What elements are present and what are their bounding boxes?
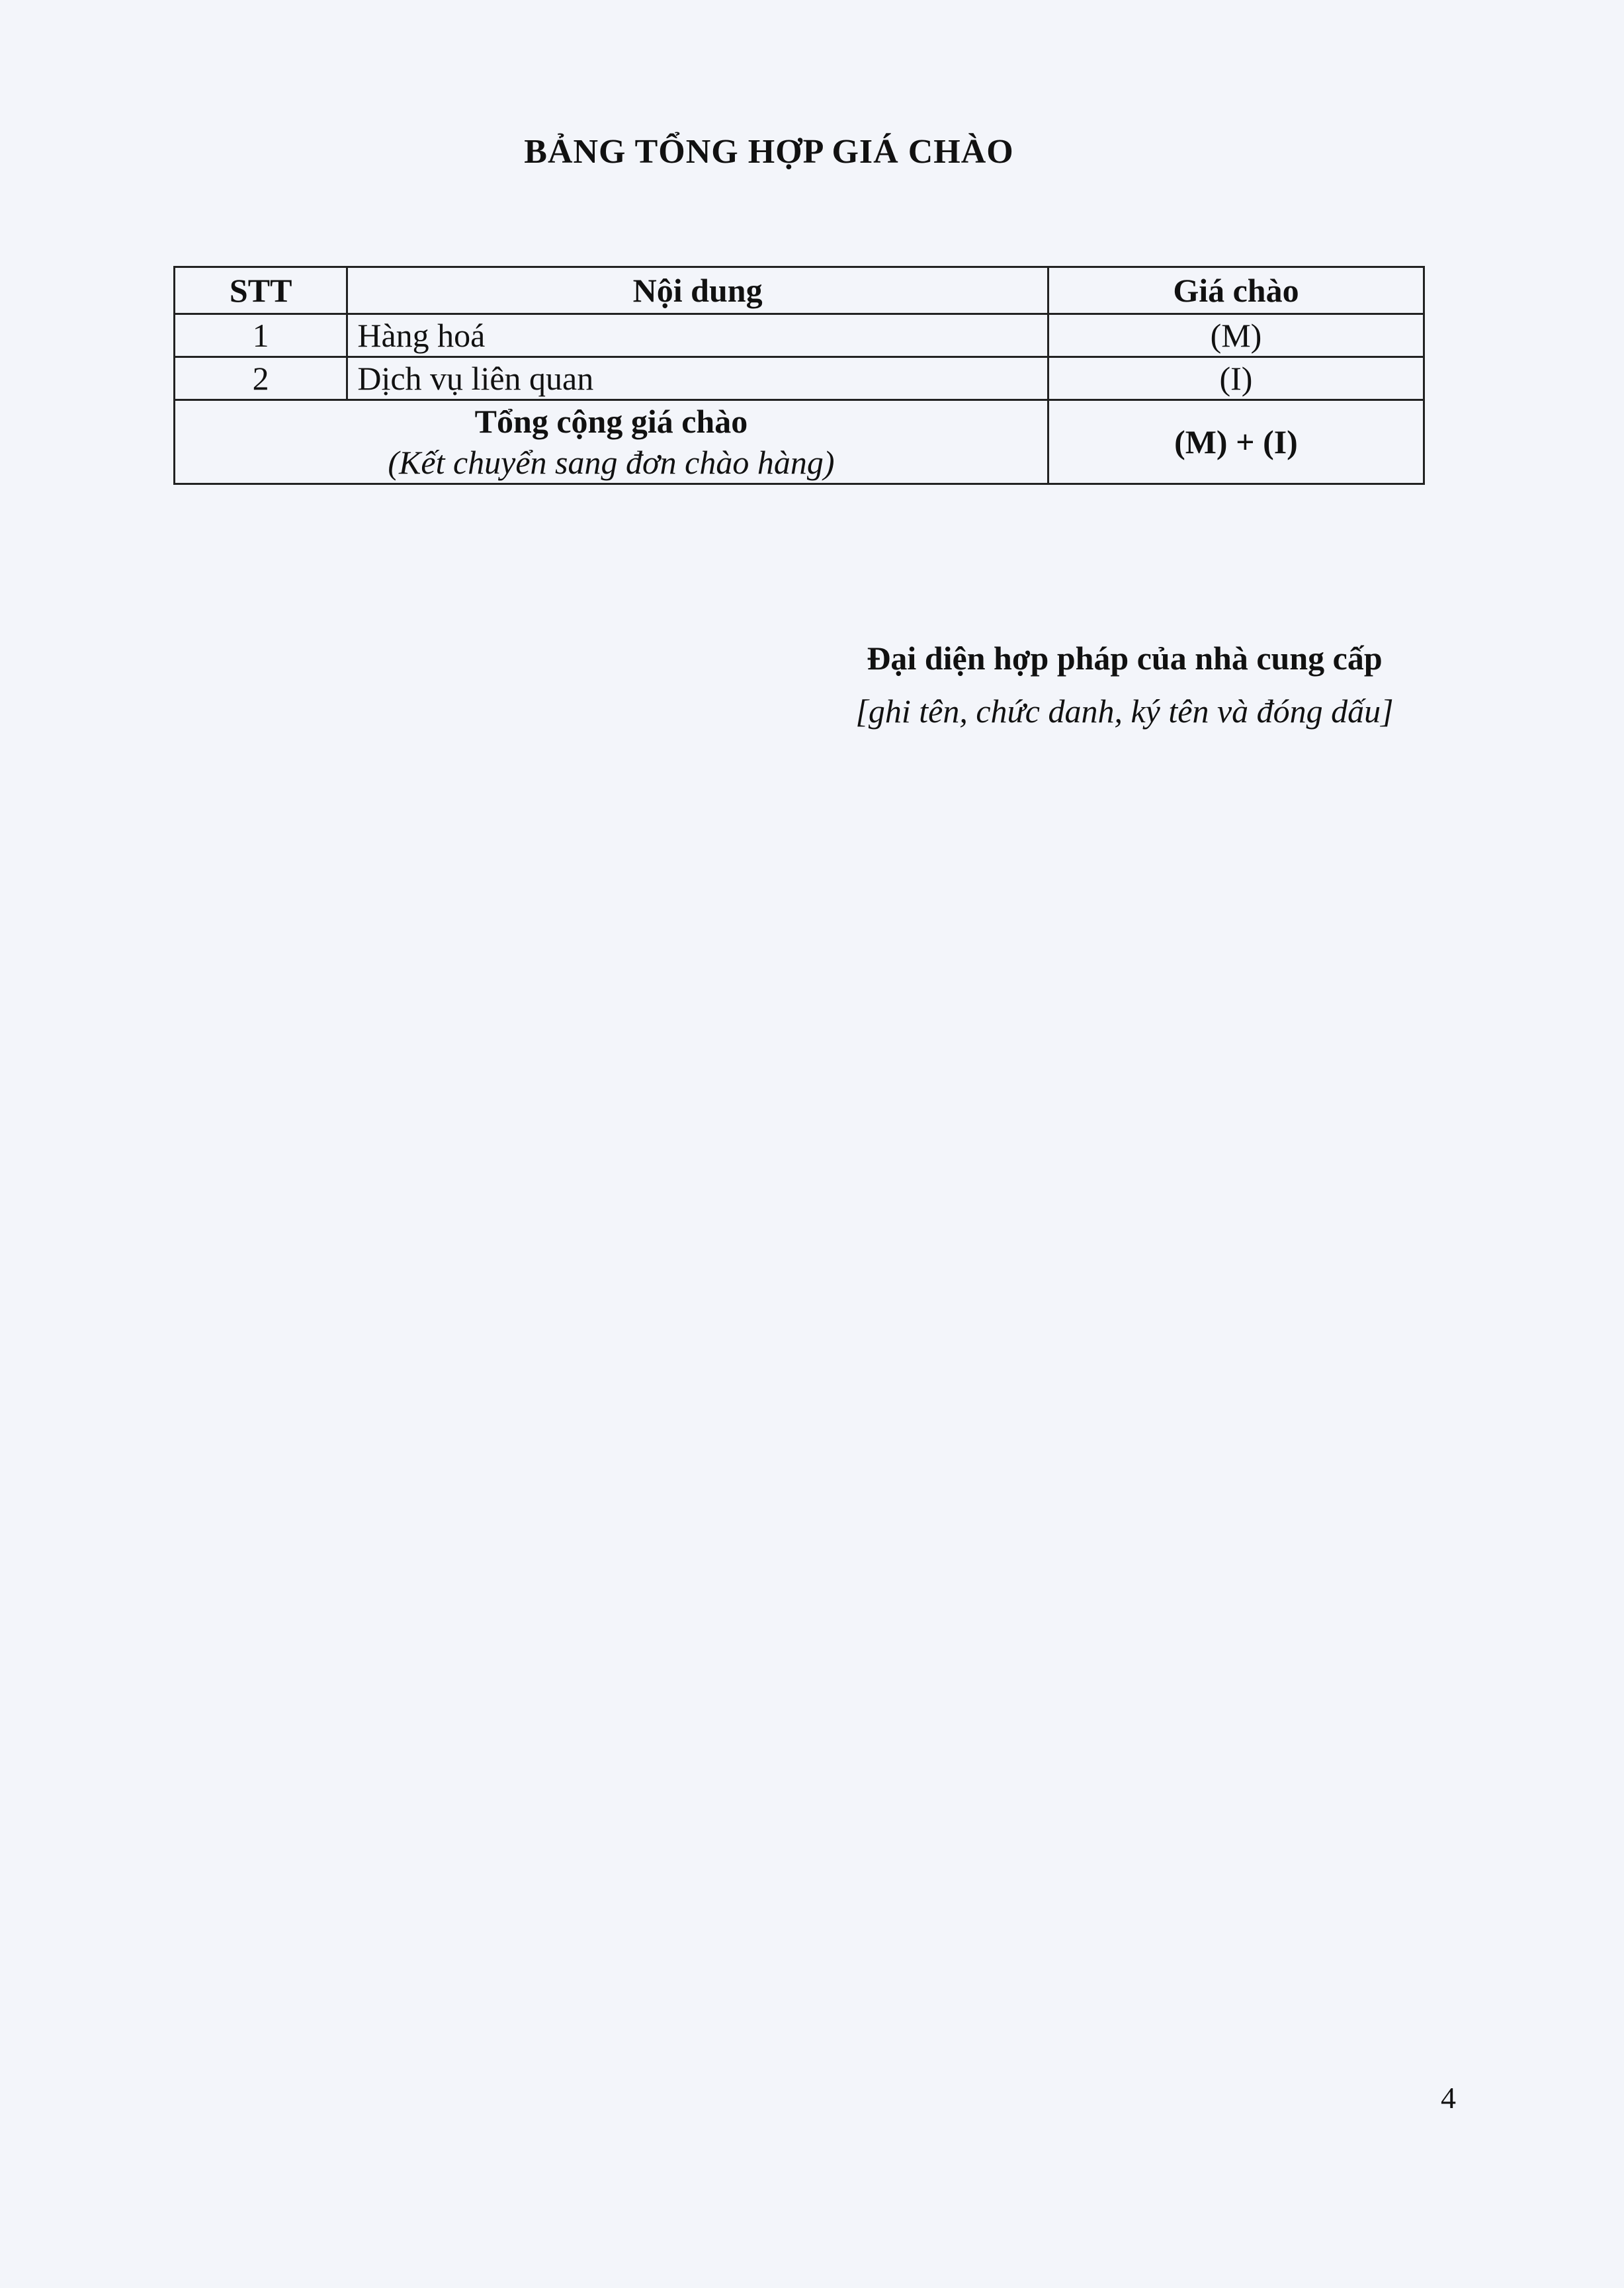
- total-price: (M) + (I): [1048, 400, 1424, 484]
- offer-summary-table: [173, 266, 1425, 485]
- page-title: BẢNG TỔNG HỢP GIÁ CHÀO: [524, 133, 1014, 171]
- signature-title: Đại diện hợp pháp của nhà cung cấp: [867, 640, 1383, 677]
- total-cell: [175, 400, 1048, 484]
- row-price: (M): [1048, 314, 1424, 357]
- total-note: (Kết chuyển sang đơn chào hàng): [388, 444, 835, 481]
- table-header-row: [175, 267, 1424, 314]
- row-stt: 2: [175, 357, 347, 400]
- row-content: Dịch vụ liên quan: [347, 357, 1048, 400]
- header-stt: STT: [175, 267, 347, 314]
- total-label: Tổng cộng giá chào: [474, 403, 748, 440]
- header-price: Giá chào: [1048, 267, 1424, 314]
- signature-block: [794, 632, 1455, 738]
- header-content: Nội dung: [347, 267, 1048, 314]
- row-content: Hàng hoá: [347, 314, 1048, 357]
- row-price: (I): [1048, 357, 1424, 400]
- row-stt: 1: [175, 314, 347, 357]
- signature-note: [ghi tên, chức danh, ký tên và đóng dấu]: [855, 693, 1394, 730]
- page-number: 4: [1441, 2081, 1456, 2115]
- table-row: [175, 314, 1424, 357]
- table-total-row: [175, 400, 1424, 484]
- table-row: [175, 357, 1424, 400]
